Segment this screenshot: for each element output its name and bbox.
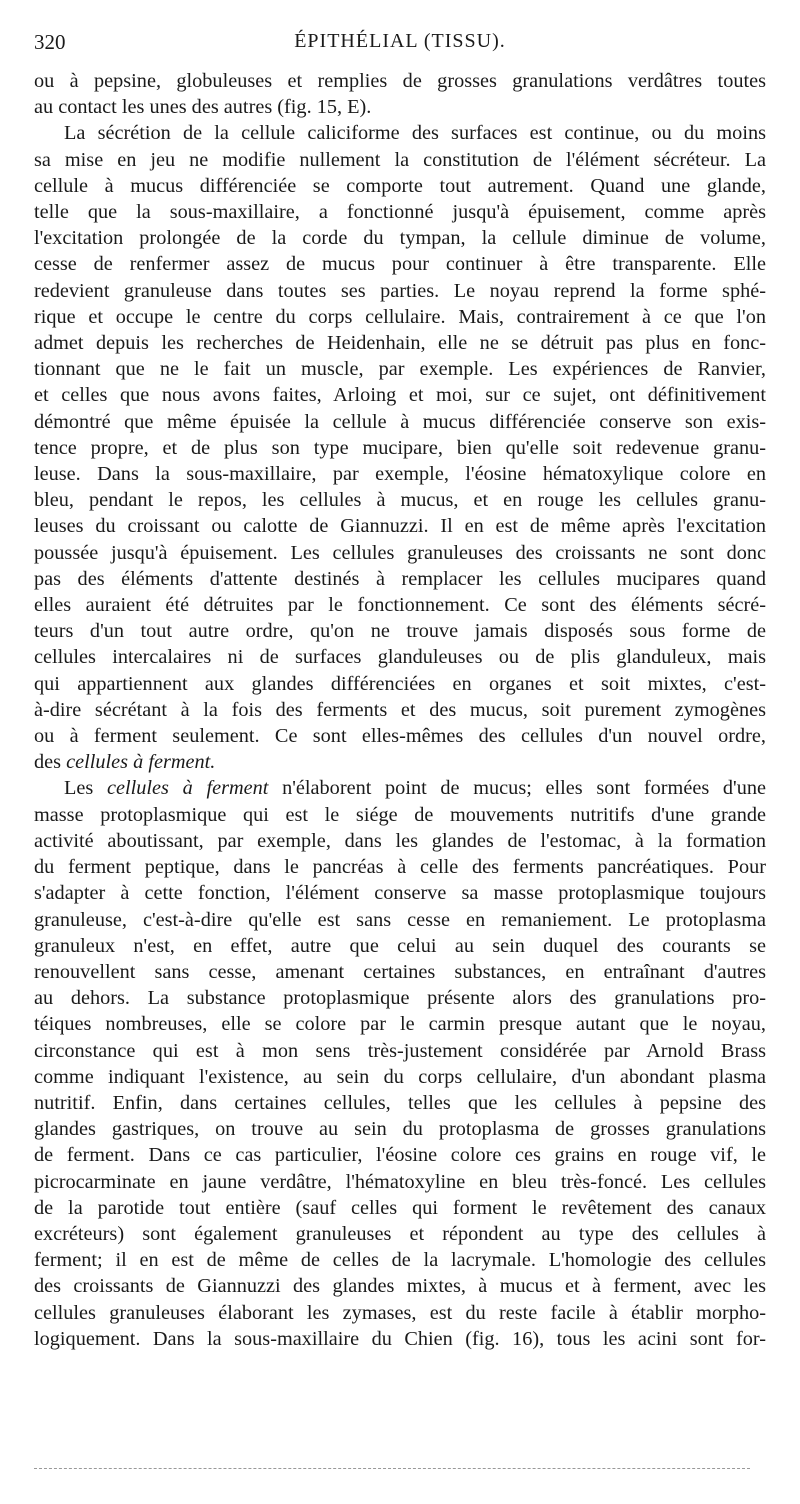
text-line: des croissants de Giannuzzi des glandes mixtes, à mucus et à ferment, avec les <box>34 1275 766 1298</box>
text-line: sa mise en jeu ne modifie nullement la constitution de l'élément sécréteur. La <box>34 148 766 171</box>
text-line: ou à ferment seulement. Ce sont elles-mêmes des cellules d'un nouvel ordre, <box>34 725 766 748</box>
text-line: redevient granuleuse dans toutes ses parties. Le noyau reprend la forme sphé- <box>34 279 766 302</box>
text-line: comme indiquant l'existence, au sein du corps cellulaire, d'un abondant plasma <box>34 1065 766 1088</box>
text-line: de ferment. Dans ce cas particulier, l'éosine colore ces grains en rouge vif, le <box>34 1144 766 1167</box>
text-line <box>34 775 766 801</box>
text-fragment: n'élaborent point de mucus; elles sont formées d'une <box>268 777 766 800</box>
text-line: masse protoplasmique qui est le siége de mouvements nutritifs d'une grande <box>34 803 766 826</box>
footer-dotted-rule <box>34 1468 750 1469</box>
text-line: l'excitation prolongée de la corde du tympan, la cellule diminue de volume, <box>34 227 766 250</box>
text-line: elles auraient été détruites par le fonctionnement. Ce sont des éléments sécré- <box>34 594 766 617</box>
text-line: activité aboutissant, par exemple, dans les glandes de l'estomac, à la formation <box>34 829 766 852</box>
text-line: excréteurs) sont également granuleuses et répondent au type des cellules à <box>34 1222 766 1245</box>
italic-term: cellules à ferment <box>106 777 269 800</box>
text-line: du ferment peptique, dans le pancréas à celle des ferments pancréatiques. Pour <box>34 856 766 879</box>
text-line: rique et occupe le centre du corps cellulaire. Mais, contrairement à ce que l'on <box>34 305 766 328</box>
text-fragment: des <box>34 751 67 774</box>
page-number: 320 <box>34 30 66 54</box>
text-line <box>34 749 766 775</box>
text-line: à-dire sécrétant à la fois des ferments et des mucus, soit purement zymogènes <box>34 698 766 721</box>
text-line: logiquement. Dans la sous-maxillaire du Chien (fig. 16), tous les acini sont for- <box>34 1327 766 1350</box>
text-line: cellules intercalaires ni de surfaces glanduleuses ou de plis glanduleux, mais <box>34 646 766 669</box>
text-line: cesse de renfermer assez de mucus pour continuer à être transparente. Elle <box>34 253 766 276</box>
text-line: granuleux n'est, en effet, autre que celui au sein duquel des courants se <box>34 934 766 957</box>
text-line: ou à pepsine, globuleuses et remplies de grosses granulations verdâtres toutes <box>34 70 766 92</box>
text-line: admet depuis les recherches de Heidenhain, elle ne se détruit pas plus en fonc- <box>34 332 766 355</box>
text-line: teurs d'un tout autre ordre, qu'on ne trouve jamais disposés sous forme de <box>34 620 766 643</box>
italic-term: cellules à ferment. <box>66 751 216 774</box>
text-line: nutritif. Enfin, dans certaines cellules, telles que les cellules à pepsine des <box>34 1091 766 1114</box>
text-line: s'adapter à cette fonction, l'élément conserve sa masse protoplasmique toujours <box>34 882 766 905</box>
text-line: picrocarminate en jaune verdâtre, l'hématoxyline en bleu très-foncé. Les cellules <box>34 1170 766 1193</box>
book-page <box>34 30 766 1352</box>
text-line: telle que la sous-maxillaire, a fonctionné jusqu'à épuisement, comme après <box>34 201 766 224</box>
text-line: leuse. Dans la sous-maxillaire, par exemple, l'éosine hématoxylique colore en <box>34 463 766 486</box>
text-line: glandes gastriques, on trouve au sein du protoplasma de grosses granulations <box>34 1118 766 1141</box>
text-line: pas des éléments d'attente destinés à remplacer les cellules mucipares quand <box>34 567 766 590</box>
text-line: circonstance qui est à mon sens très-justement considérée par Arnold Brass <box>34 1039 766 1062</box>
text-fragment: Les <box>64 777 107 800</box>
text-line: cellule à mucus différenciée se comporte tout autrement. Quand une glande, <box>34 174 766 197</box>
text-line: ferment; il en est de même de celles de la lacrymale. L'homologie des cellules <box>34 1249 766 1272</box>
text-line: tionnant que ne le fait un muscle, par exemple. Les expériences de Ranvier, <box>34 358 766 381</box>
text-line: et celles que nous avons faites, Arloing et moi, sur ce sujet, ont définitivement <box>34 384 766 407</box>
text-line: démontré que même épuisée la cellule à mucus différenciée conserve son exis- <box>34 410 766 433</box>
text-line: renouvellent sans cesse, amenant certaines substances, en entraînant d'autres <box>34 960 766 983</box>
text-line: au contact les unes des autres (fig. 15, E). <box>34 96 372 119</box>
text-line: bleu, pendant le repos, les cellules à mucus, et en rouge les cellules granu- <box>34 489 766 512</box>
text-line: téiques nombreuses, elle se colore par le carmin presque autant que le noyau, <box>34 1013 766 1036</box>
text-line: granuleuse, c'est-à-dire qu'elle est sans cesse en remaniement. Le protoplasma <box>34 908 766 931</box>
running-head: ÉPITHÉLIAL (TISSU). <box>294 30 506 52</box>
text-line: cellules granuleuses élaborant les zymases, est du reste facile à établir morpho- <box>34 1301 766 1324</box>
text-line: poussée jusqu'à épuisement. Les cellules granuleuses des croissants ne sont donc <box>34 541 766 564</box>
text-line: La sécrétion de la cellule caliciforme des surfaces est continue, ou du moins <box>64 122 766 145</box>
text-line: au dehors. La substance protoplasmique présente alors des granulations pro- <box>34 987 766 1010</box>
text-line: de la parotide tout entière (sauf celles qui forment le revêtement des canaux <box>34 1196 766 1219</box>
text-line: leuses du croissant ou calotte de Giannuzzi. Il en est de même après l'excitation <box>34 515 766 538</box>
page-header <box>34 30 766 60</box>
text-line: tence propre, et de plus son type mucipare, bien qu'elle soit redevenue granu- <box>34 436 766 459</box>
body-text <box>34 68 766 1352</box>
text-line: qui appartiennent aux glandes différenciées en organes et soit mixtes, c'est- <box>34 672 766 695</box>
